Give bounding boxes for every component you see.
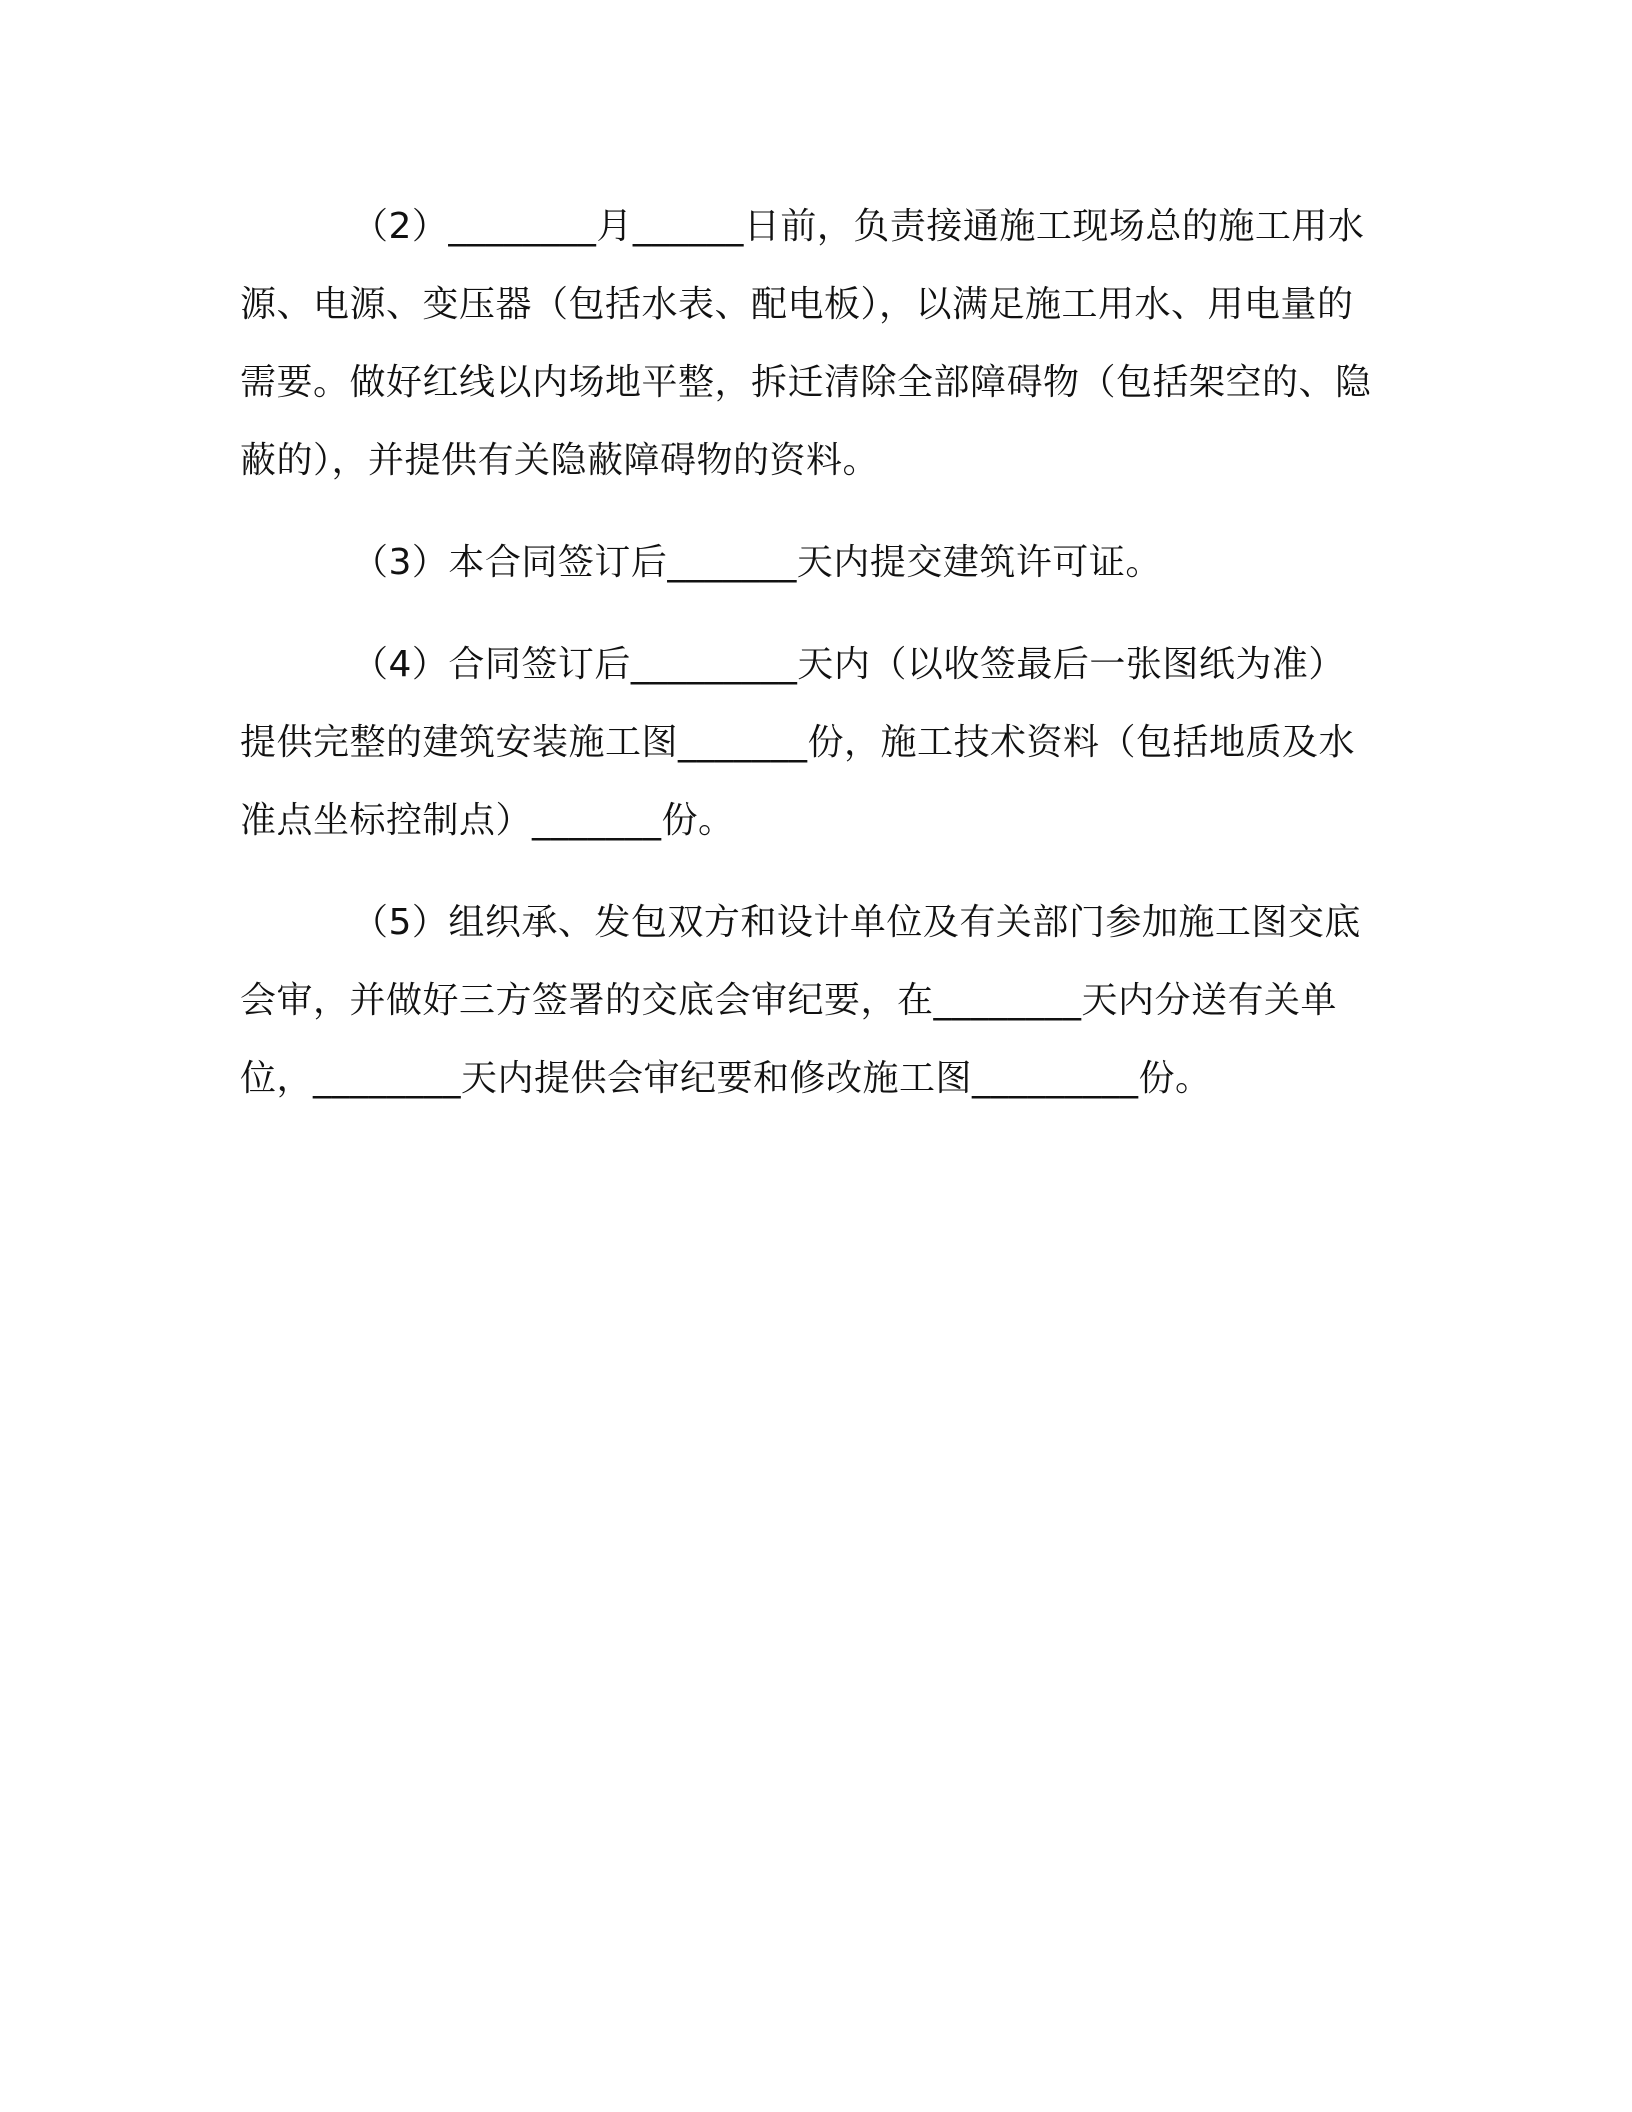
document-body bbox=[240, 188, 1380, 1118]
paragraph-item-4: （4）合同签订后_________天内（以收签最后一张图纸为准）提供完整的建筑安装施工图_______份，施工技术资料（包括地质及水准点坐标控制点）_______份。 bbox=[240, 644, 1356, 841]
paragraph-item-5: （5）组织承、发包双方和设计单位及有关部门参加施工图交底会审，并做好三方签署的交底会审纪要，在________天内分送有关单位，________天内提供会审纪要和修改施工图_________份。 bbox=[240, 902, 1361, 1099]
paragraph-item-3: （3）本合同签订后_______天内提交建筑许可证。 bbox=[352, 542, 1162, 583]
paragraph-item-2: （2）________月______日前，负责接通施工现场总的施工用水源、电源、变压器（包括水表、配电板），以满足施工用水、用电量的需要。做好红线以内场地平整，拆迁清除全部障碍物（包括架空的、隐蔽的），并提供有关隐蔽障碍物的资料。 bbox=[240, 206, 1372, 481]
